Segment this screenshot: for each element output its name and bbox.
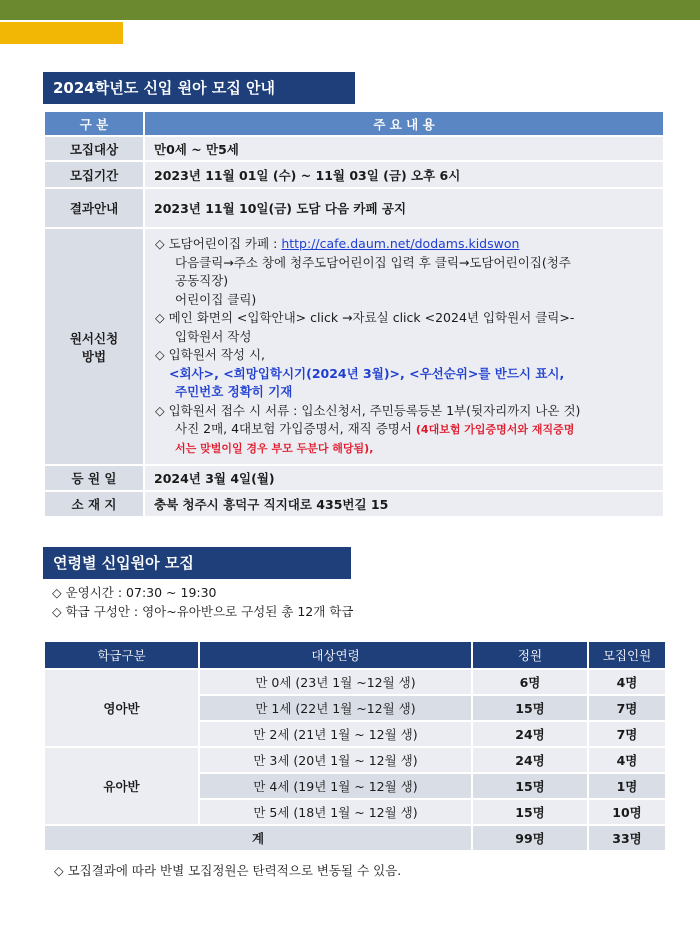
total-label: 계 (44, 825, 472, 851)
method-line: 다음클릭→주소 창에 청주도담어린이집 입력 후 클릭→도담어린이집(청주 (175, 254, 571, 270)
age-cell: 만 1세 (22년 1월 ~12월 생) (199, 695, 472, 721)
row-period (44, 161, 664, 188)
method-line-highlight: <회사>, <희망입학시기(2024년 3월)>, <우선순위>를 반드시 표시, (169, 365, 565, 381)
section-title-admission: 2024학년도 신입 원아 모집 안내 (43, 72, 355, 104)
capacity-cell: 15명 (472, 695, 588, 721)
row-value: 만0세 ~ 만5세 (144, 136, 664, 161)
recruit-cell: 4명 (588, 669, 666, 695)
age-cell: 만 2세 (21년 1월 ~ 12월 생) (199, 721, 472, 747)
method-text: 사진 2매, 4대보험 가입증명서, 재직 증명서 (175, 421, 416, 436)
recruit-cell: 1명 (588, 773, 666, 799)
method-label-line2: 방법 (81, 348, 107, 364)
capacity-cell: 24명 (472, 747, 588, 773)
table-row (44, 747, 666, 773)
notes (52, 583, 353, 621)
age-cell: 만 3세 (20년 1월 ~ 12월 생) (199, 747, 472, 773)
cafe-link[interactable]: http://cafe.daum.net/dodams.kidswon (281, 236, 520, 251)
capacity-cell: 15명 (472, 799, 588, 825)
header-recruit: 모집인원 (588, 641, 666, 669)
info-table-header (44, 111, 664, 136)
row-label-method (44, 228, 144, 465)
method-line (155, 420, 659, 440)
method-warning: 서는 맞벌이일 경우 부모 두분다 해당됨), (175, 441, 374, 455)
recruit-cell: 4명 (588, 747, 666, 773)
method-label-line1: 원서신청 (69, 330, 119, 346)
method-text: ◇ 도담어린이집 카페 : (155, 236, 282, 251)
header-capacity: 정원 (472, 641, 588, 669)
method-line: 공동직장) (175, 273, 229, 288)
age-cell: 만 0세 (23년 1월 ~12월 생) (199, 669, 472, 695)
table-row (44, 669, 666, 695)
age-cell: 만 4세 (19년 1월 ~ 12월 생) (199, 773, 472, 799)
footnote: ◇ 모집결과에 따라 반별 모집정원은 탄력적으로 변동될 수 있음. (54, 863, 402, 878)
header-category: 구 분 (44, 111, 144, 136)
group-preschool: 유아반 (44, 747, 199, 825)
header-class: 학급구분 (44, 641, 199, 669)
row-value: 2024년 3월 4일(월) (144, 465, 664, 491)
group-infant: 영아반 (44, 669, 199, 747)
row-location (44, 491, 664, 517)
header-content: 주 요 내 용 (144, 111, 664, 136)
recruit-cell: 10명 (588, 799, 666, 825)
row-value: 2023년 11월 10일(금) 도담 다음 카페 공지 (144, 188, 664, 228)
row-value: 2023년 11월 01일 (수) ~ 11월 03일 (금) 오후 6시 (144, 161, 664, 188)
row-start-date (44, 465, 664, 491)
section-title-age: 연령별 신입원아 모집 (43, 547, 351, 579)
note-hours: ◇ 운영시간 : 07:30 ~ 19:30 (52, 585, 217, 600)
capacity-cell: 24명 (472, 721, 588, 747)
capacity-cell: 6명 (472, 669, 588, 695)
method-warning: (4대보험 가입증명서와 재직증명 (415, 423, 575, 436)
class-table-header (44, 641, 666, 669)
method-content (144, 228, 664, 465)
row-target (44, 136, 664, 161)
row-application-method (44, 228, 664, 465)
row-label: 결과안내 (44, 188, 144, 228)
note-classes: ◇ 학급 구성안 : 영아~유아반으로 구성된 총 12개 학급 (52, 604, 354, 619)
admission-info-table (43, 110, 665, 518)
total-recruit: 33명 (588, 825, 666, 851)
method-line: ◇ 입학원서 접수 시 서류 : 입소신청서, 주민등록등본 1부(뒷자리까지 나온 것) (155, 402, 581, 418)
header-age: 대상연령 (199, 641, 472, 669)
row-value: 충북 청주시 흥덕구 직지대로 435번길 15 (144, 491, 664, 517)
method-line-highlight: 주민번호 정확히 기재 (175, 384, 293, 399)
class-table (43, 640, 667, 852)
row-label: 등 원 일 (44, 465, 144, 491)
total-capacity: 99명 (472, 825, 588, 851)
recruit-cell: 7명 (588, 695, 666, 721)
method-line: ◇ 입학원서 작성 시, (155, 347, 266, 362)
recruit-cell: 7명 (588, 721, 666, 747)
age-cell: 만 5세 (18년 1월 ~ 12월 생) (199, 799, 472, 825)
row-label: 모집기간 (44, 161, 144, 188)
row-result (44, 188, 664, 228)
method-line: 어린이집 클릭) (175, 291, 257, 307)
row-label: 소 재 지 (44, 491, 144, 517)
method-line (155, 235, 659, 254)
method-line: 입학원서 작성 (175, 328, 252, 344)
total-row (44, 825, 666, 851)
capacity-cell: 15명 (472, 773, 588, 799)
top-yellow-accent (0, 22, 123, 44)
row-label: 모집대상 (44, 136, 144, 161)
top-green-bar (0, 0, 700, 20)
method-line: ◇ 메인 화면의 <입학안내> click →자료실 click <2024년 입학원서 클릭>- (155, 310, 575, 325)
